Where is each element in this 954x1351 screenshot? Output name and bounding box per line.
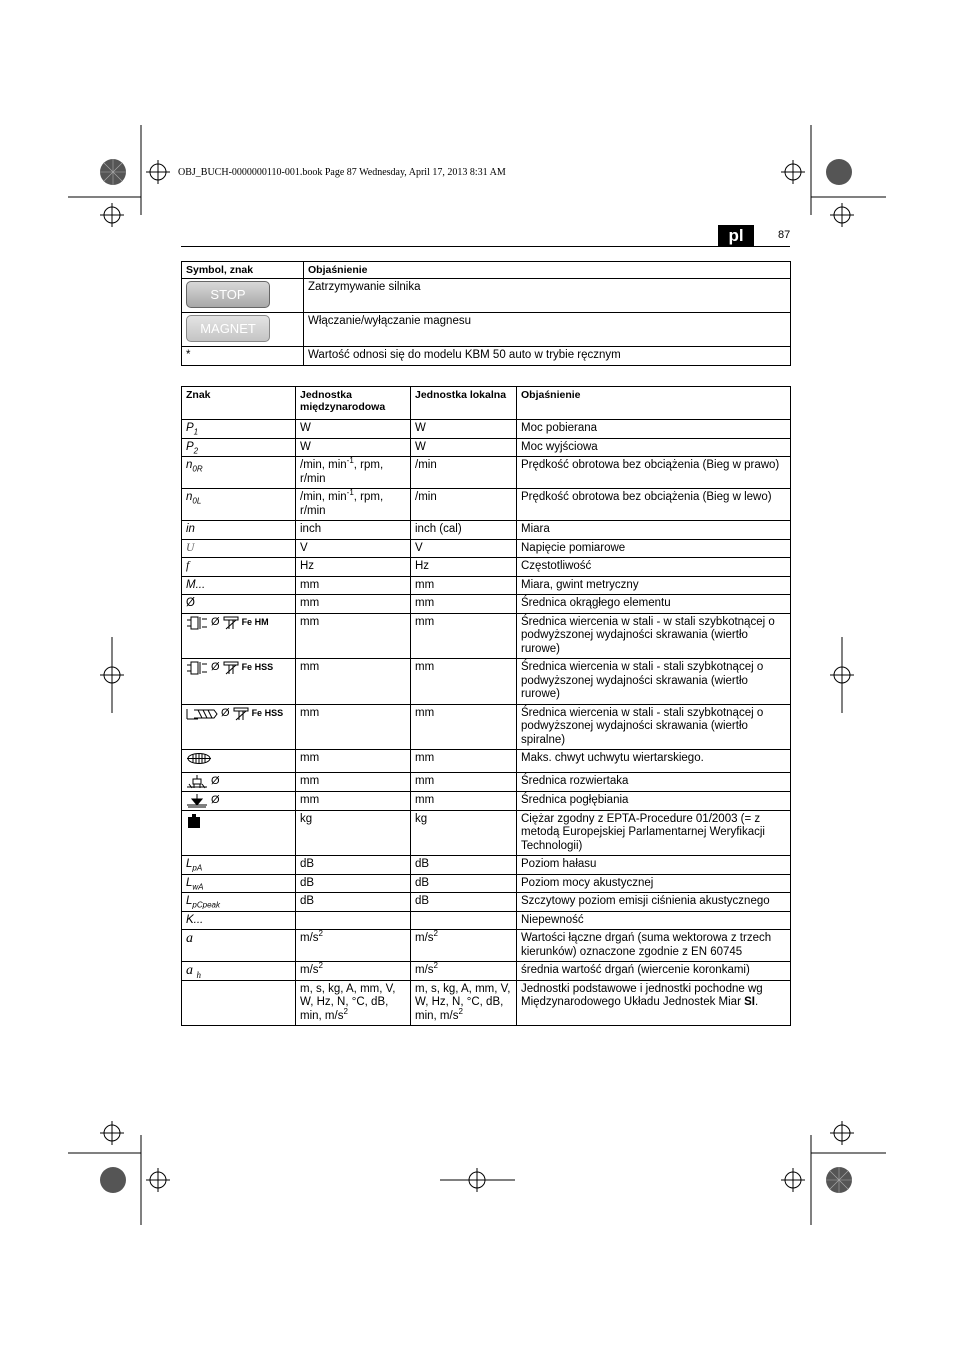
table-cell: mm (296, 772, 411, 791)
table-header-row (182, 387, 791, 420)
symbol-cell: $n_{0L}$ (182, 489, 296, 521)
table-row (182, 659, 791, 705)
symbol-cell: Ø Fe HSS (182, 704, 296, 750)
table-row (182, 893, 791, 912)
table-cell (411, 980, 517, 1026)
table-cell: W (296, 420, 411, 439)
unit-ms2: $m/s^2$ (415, 929, 438, 944)
table-cell: Moc pobierana (517, 420, 791, 439)
table-cell: V (411, 539, 517, 558)
table-header: Znak (182, 387, 296, 420)
symbol-cell: in (182, 521, 296, 540)
table-cell: średnia wartość drgań (wiercenie koronkami) (517, 962, 791, 981)
core-drill-icon (186, 661, 208, 675)
table-row (182, 576, 791, 595)
countersink-icon (186, 794, 208, 808)
symbol-cell: $P_2$ (182, 438, 296, 457)
table-row (182, 457, 791, 489)
table-cell (296, 930, 411, 962)
table-cell: mm (411, 750, 517, 773)
table-row (182, 750, 791, 773)
symbol-cell: $n_{0R}$ (182, 457, 296, 489)
table-cell: mm (296, 595, 411, 614)
table-cell: Wartość odnosi się do modelu KBM 50 auto w trybie ręcznym (304, 347, 791, 366)
symbol-cell: $L_{pA}$ (182, 856, 296, 875)
table-cell: kg (296, 810, 411, 856)
table-header: Objaśnienie (304, 262, 791, 279)
table-row (182, 438, 791, 457)
table-cell (182, 313, 304, 347)
table-cell (517, 980, 791, 1026)
table-header-row (182, 262, 791, 279)
table-row (182, 489, 791, 521)
unit-ms2: $m/s^2$ (300, 961, 323, 976)
stop-button: STOP (186, 281, 270, 308)
table-cell: mm (296, 659, 411, 705)
steel-icon (223, 616, 239, 630)
steel-icon (223, 661, 239, 675)
symbol-cell: a (182, 930, 296, 962)
table-cell: Prędkość obrotowa bez obciążenia (Bieg w prawo) (517, 457, 791, 489)
table-cell: Niepewność (517, 911, 791, 930)
table-cell (296, 962, 411, 981)
table-row (182, 930, 791, 962)
reamer-icon (186, 775, 208, 789)
table-cell: Częstotliwość (517, 558, 791, 577)
table-cell: mm (411, 704, 517, 750)
table-row (182, 962, 791, 981)
symbol-cell: M... (182, 576, 296, 595)
table-cell: /min (411, 457, 517, 489)
file-info: OBJ_BUCH-0000000110-001.book Page 87 Wednesday, April 17, 2013 8:31 AM (178, 167, 506, 178)
table-cell: dB (411, 893, 517, 912)
symbol-cell: U (182, 539, 296, 558)
magnet-button: MAGNET (186, 315, 270, 342)
table-cell (182, 279, 304, 313)
table-row (182, 595, 791, 614)
table-cell: Moc wyjściowa (517, 438, 791, 457)
table-cell: Średnica wiercenia w stali - stali szybkotnącej o podwyższonej wydajności skrawania (wiertło spiralne) (517, 704, 791, 750)
table-cell: mm (296, 791, 411, 810)
steel-icon (233, 707, 249, 721)
unit-ms2: $m/s^2$ (415, 961, 438, 976)
symbol-cell (182, 980, 296, 1026)
twist-drill-icon (186, 707, 218, 721)
table-cell: dB (411, 874, 517, 893)
table-row (182, 347, 791, 366)
table-header: Jednostka lokalna (411, 387, 517, 420)
table-cell: Miara (517, 521, 791, 540)
table-row (182, 313, 791, 347)
table-cell: mm (411, 595, 517, 614)
table-cell: Włączanie/wyłączanie magnesu (304, 313, 791, 347)
table-cell: * (182, 347, 304, 366)
symbol-cell: Ø (182, 595, 296, 614)
table-cell: inch (cal) (411, 521, 517, 540)
table-cell: mm (296, 576, 411, 595)
table-cell: dB (296, 856, 411, 875)
si-units: m, s, kg, A, mm, V, W, Hz, N, °C, dB, min, $m/s^2$ (300, 982, 396, 1022)
table-row (182, 613, 791, 659)
table-cell: inch (296, 521, 411, 540)
table-cell: mm (296, 704, 411, 750)
weight-icon (186, 813, 202, 829)
table-cell: /min, $\min^{-1}$, rpm, r/min (296, 489, 411, 521)
table-row (182, 279, 791, 313)
table-header: Jednostka międzynarodowa (296, 387, 411, 420)
table-row (182, 911, 791, 930)
table-row (182, 874, 791, 893)
table-row (182, 521, 791, 540)
table-row (182, 772, 791, 791)
table-cell: dB (296, 893, 411, 912)
symbol-cell: f (182, 558, 296, 577)
table-cell (296, 911, 411, 930)
table-cell: Hz (411, 558, 517, 577)
table-cell: V (296, 539, 411, 558)
table-cell: Prędkość obrotowa bez obciążenia (Bieg w lewo) (517, 489, 791, 521)
table-cell: /min (411, 489, 517, 521)
table-cell: kg (411, 810, 517, 856)
table-row (182, 980, 791, 1026)
table-cell: Wartości łączne drgań (suma wektorowa z trzech kierunków) oznaczone zgodnie z EN 60745 (517, 930, 791, 962)
symbol-cell: $L_{wA}$ (182, 874, 296, 893)
table-cell: Średnica okrągłego elementu (517, 595, 791, 614)
symbol-cell: a $_h$ (182, 962, 296, 981)
table-cell: Średnica rozwiertaka (517, 772, 791, 791)
table-cell: mm (411, 613, 517, 659)
si-units: m, s, kg, A, mm, V, W, Hz, N, °C, dB, min, $m/s^2$ (415, 982, 511, 1022)
symbol-cell: K... (182, 911, 296, 930)
table-cell: Średnica pogłębiania (517, 791, 791, 810)
table-cell: Poziom mocy akustycznej (517, 874, 791, 893)
symbol-cell: Ø (182, 791, 296, 810)
table-cell: Poziom hałasu (517, 856, 791, 875)
table-cell: mm (411, 791, 517, 810)
table-cell: Miara, gwint metryczny (517, 576, 791, 595)
table-cell: W (411, 420, 517, 439)
si-desc: Jednostki podstawowe i jednostki pochodne wg Międzynarodowego Układu Jednostek Miar SI. (521, 982, 763, 1008)
header-rule (181, 246, 790, 247)
table-cell: W (411, 438, 517, 457)
table-row (182, 704, 791, 750)
table-cell: Zatrzymywanie silnika (304, 279, 791, 313)
symbol-table (181, 261, 791, 366)
page-number: 87 (778, 229, 791, 241)
table-row (182, 558, 791, 577)
table-cell: Hz (296, 558, 411, 577)
table-cell: Średnica wiercenia w stali - stali szybkotnącej o podwyższonej wydajności skrawania (wiertło rurowe) (517, 659, 791, 705)
table-row (182, 420, 791, 439)
table-cell: mm (296, 613, 411, 659)
symbol-cell (182, 810, 296, 856)
symbol-cell: $P_1$ (182, 420, 296, 439)
table-header: Objaśnienie (517, 387, 791, 420)
table-cell: dB (411, 856, 517, 875)
unit-ms2: $m/s^2$ (300, 929, 323, 944)
table-cell: Maks. chwyt uchwytu wiertarskiego. (517, 750, 791, 773)
table-cell: Średnica wiercenia w stali - w stali szybkotnącej o podwyższonej wydajności skrawania (wiertło rurowe) (517, 613, 791, 659)
table-cell: W (296, 438, 411, 457)
table-cell: dB (296, 874, 411, 893)
table-row (182, 810, 791, 856)
table-row (182, 791, 791, 810)
table-cell: mm (411, 659, 517, 705)
symbol-cell: $L_{pCpeak}$ (182, 893, 296, 912)
symbol-cell: Ø Fe HSS (182, 659, 296, 705)
table-cell: Ciężar zgodny z EPTA-Procedure 01/2003 (= z metodą Europejskiej Parlamentarnej Weryfikacji Technologii) (517, 810, 791, 856)
table-cell: Szczytowy poziom emisji ciśnienia akustycznego (517, 893, 791, 912)
table-row (182, 856, 791, 875)
table-cell (411, 930, 517, 962)
table-cell: mm (411, 576, 517, 595)
core-drill-icon (186, 616, 208, 630)
table-cell: mm (296, 750, 411, 773)
table-cell (296, 980, 411, 1026)
table-cell (411, 911, 517, 930)
table-header: Symbol, znak (182, 262, 304, 279)
units-table (181, 386, 791, 1026)
language-tab: pl (718, 225, 754, 247)
table-cell (411, 962, 517, 981)
symbol-cell: Ø Fe HM (182, 613, 296, 659)
table-cell: Napięcie pomiarowe (517, 539, 791, 558)
symbol-cell (182, 750, 296, 773)
table-row (182, 539, 791, 558)
drill-chuck-icon (186, 752, 212, 765)
symbol-cell: Ø (182, 772, 296, 791)
table-cell: /min, $\min^{-1}$, rpm, r/min (296, 457, 411, 489)
table-cell: mm (411, 772, 517, 791)
